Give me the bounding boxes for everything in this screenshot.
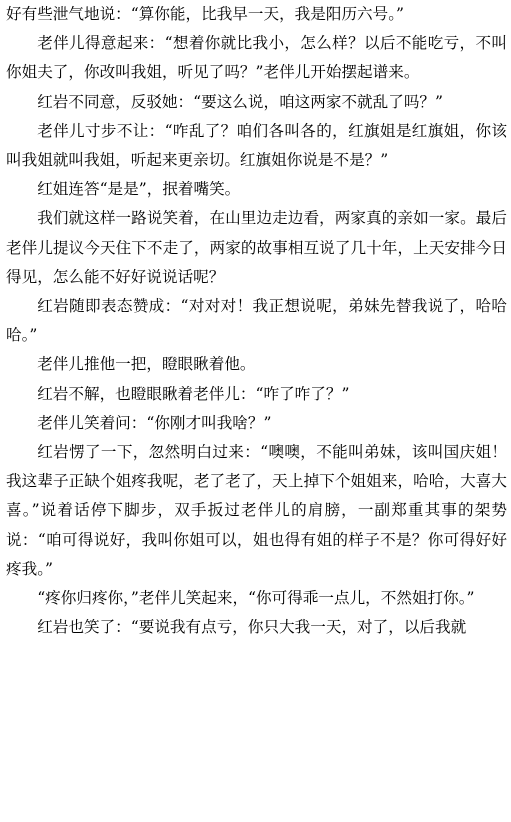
paragraph: 老伴儿笑着问：“你刚才叫我啥？” [37,413,272,432]
paragraph: 红岩随即表态赞成：“对对对！我正想说呢，弟妹先替我说了，哈哈哈。” [6,297,507,345]
paragraph: 老伴儿寸步不让：“咋乱了？咱们各叫各的，红旗姐是红旗姐，你该叫我姐就叫我姐，听起来更亲切。红旗姐你说是不是？” [6,121,507,170]
paragraph: 红岩愣了一下，忽然明白过来：“噢噢，不能叫弟妹，该叫国庆姐！我这辈子正缺个姐疼我呢，老了老了，天上掉下个姐姐来，哈哈，大喜大喜。”说着话停下脚步，双手扳过老伴儿的肩膀，一副郑重其事的架势说：“咱可得说好，我叫你姐可以，姐也得有姐的样子不是？你可得好好疼我。” [6,443,507,578]
paragraph: “疼你归疼你，”老伴儿笑起来，“你可得乖一点儿，不然姐打你。” [37,589,475,608]
paragraph: 我们就这样一路说笑着，在山里边走边看，两家真的亲如一家。最后老伴儿提议今天住下不走了，两家的故事相互说了几十年，上天安排今日得见，怎么能不好好说说话呢？ [6,209,507,286]
paragraph: 红岩不解，也瞪眼瞅着老伴儿：“咋了咋了？” [37,384,350,403]
paragraph: 红姐连答“是是”，抿着嘴笑。 [37,180,241,199]
paragraph: 红岩不同意，反驳她：“要这么说，咱这两家不就乱了吗？” [37,92,443,111]
paragraph: 老伴儿得意起来：“想着你就比我小，怎么样？以后不能吃亏，不叫你姐夫了，你改叫我姐，听见了吗？”老伴儿开始摆起谱来。 [6,34,507,82]
paragraph: 老伴儿推他一把，瞪眼瞅着他。 [37,355,256,374]
paragraph: 好有些泄气地说：“算你能，比我早一天，我是阳历六号。” [6,5,404,23]
paragraph: 红岩也笑了：“要说我有点亏，你只大我一天，对了，以后我就 [37,618,467,637]
